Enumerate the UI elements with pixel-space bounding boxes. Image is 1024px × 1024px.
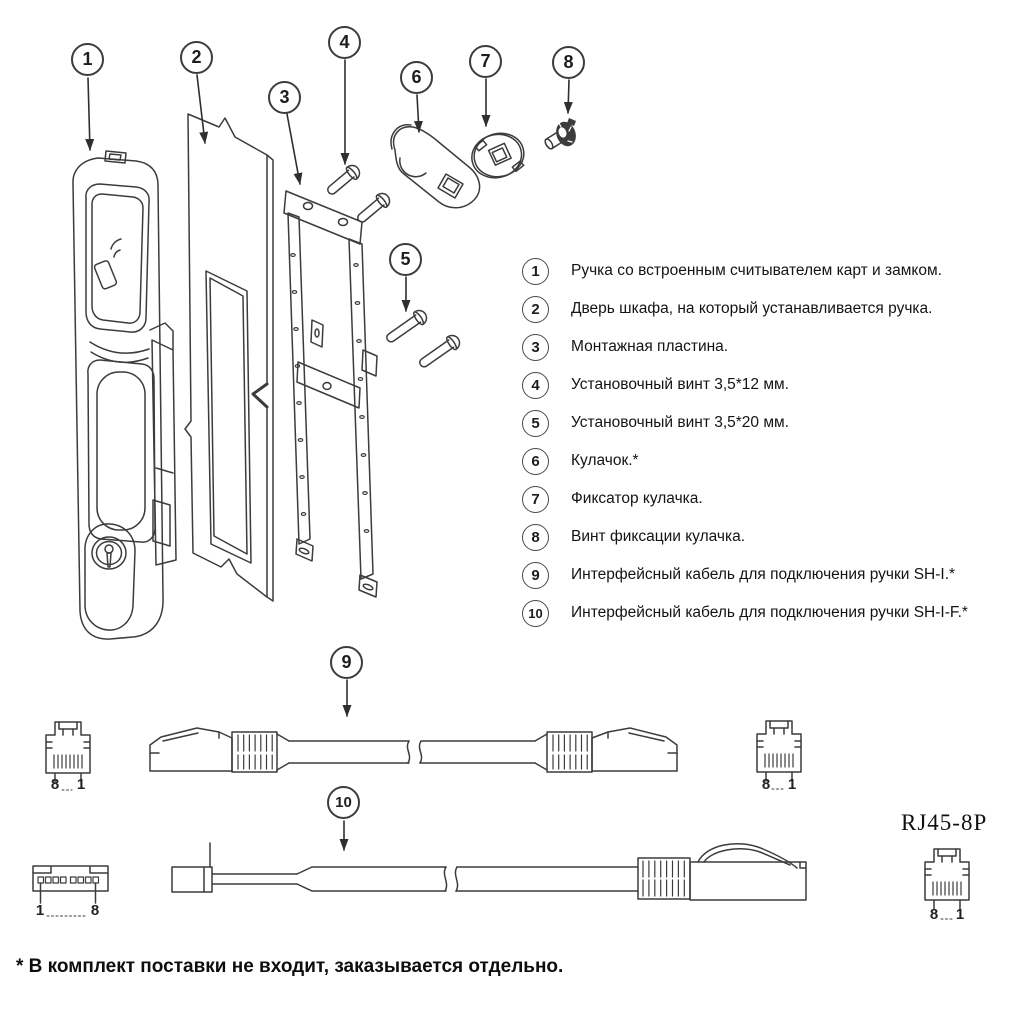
pin-label-8: 8 — [90, 902, 100, 919]
screws-3512-drawing — [324, 162, 393, 226]
legend-text-7: Фиксатор кулачка. — [571, 490, 703, 507]
legend-item-3 — [522, 328, 1022, 366]
cam-drawing — [391, 125, 480, 208]
pin-label-1: 1 — [787, 776, 797, 793]
callout-10: 10 — [327, 786, 360, 819]
callout-8: 8 — [552, 46, 585, 79]
legend-item-1 — [522, 252, 1022, 290]
callout-4: 4 — [328, 26, 361, 59]
callout-3: 3 — [268, 81, 301, 114]
legend-text-4: Установочный винт 3,5*12 мм. — [571, 376, 789, 393]
cable-sh-i-drawing — [150, 728, 677, 772]
handle-drawing — [73, 151, 176, 639]
callout-7: 7 — [469, 45, 502, 78]
legend-item-4 — [522, 366, 1022, 404]
pin-label-8: 8 — [50, 776, 60, 793]
callout-1: 1 — [71, 43, 104, 76]
pin-label-1: 1 — [955, 906, 965, 923]
legend-item-7 — [522, 480, 1022, 518]
cam-screw-drawing — [544, 118, 580, 150]
legend-text-2: Дверь шкафа, на который устанавливается ручка. — [571, 300, 933, 317]
door-panel-drawing — [185, 114, 273, 601]
callout-9: 9 — [330, 646, 363, 679]
rj45-8p-label: RJ45-8P — [901, 810, 988, 835]
legend-num-5: 5 — [522, 410, 549, 437]
callout-5: 5 — [389, 243, 422, 276]
legend-num-1: 1 — [522, 258, 549, 285]
legend-num-10: 10 — [522, 600, 549, 627]
legend-item-8 — [522, 518, 1022, 556]
legend-text-8: Винт фиксации кулачка. — [571, 528, 746, 545]
legend-item-2 — [522, 290, 1022, 328]
contactless-card-icon — [94, 239, 121, 290]
callout-2: 2 — [180, 41, 213, 74]
footnote: * В комплект поставки не входит, заказывается отдельно. — [16, 956, 564, 977]
legend-num-2: 2 — [522, 296, 549, 323]
callout-6: 6 — [400, 61, 433, 94]
legend-item-6 — [522, 442, 1022, 480]
pin-label-8: 8 — [761, 776, 771, 793]
flat-connector-pads — [38, 877, 99, 883]
legend-text-6: Кулачок.* — [571, 452, 639, 469]
legend-text-3: Монтажная пластина. — [571, 338, 729, 355]
legend-text-1: Ручка со встроенным считывателем карт и замком. — [571, 262, 942, 279]
legend-num-8: 8 — [522, 524, 549, 551]
legend-num-4: 4 — [522, 372, 549, 399]
pin-label-1: 1 — [35, 902, 45, 919]
legend-num-6: 6 — [522, 448, 549, 475]
mounting-plate-drawing — [284, 191, 377, 597]
legend-item-10 — [522, 594, 1022, 632]
legend-text-9: Интерфейсный кабель для подключения ручки SH-I.* — [571, 566, 956, 583]
pin-label-1: 1 — [76, 776, 86, 793]
legend-text-10: Интерфейсный кабель для подключения ручки SH-I-F.* — [571, 604, 968, 621]
legend-num-3: 3 — [522, 334, 549, 361]
parts-legend — [522, 252, 1022, 632]
legend-text-5: Установочный винт 3,5*20 мм. — [571, 414, 789, 431]
legend-num-9: 9 — [522, 562, 549, 589]
pin-label-8: 8 — [929, 906, 939, 923]
legend-item-5 — [522, 404, 1022, 442]
legend-num-7: 7 — [522, 486, 549, 513]
legend-item-9 — [522, 556, 1022, 594]
cable-sh-i-f-drawing — [33, 843, 806, 916]
screws-3520-drawing — [383, 308, 462, 372]
